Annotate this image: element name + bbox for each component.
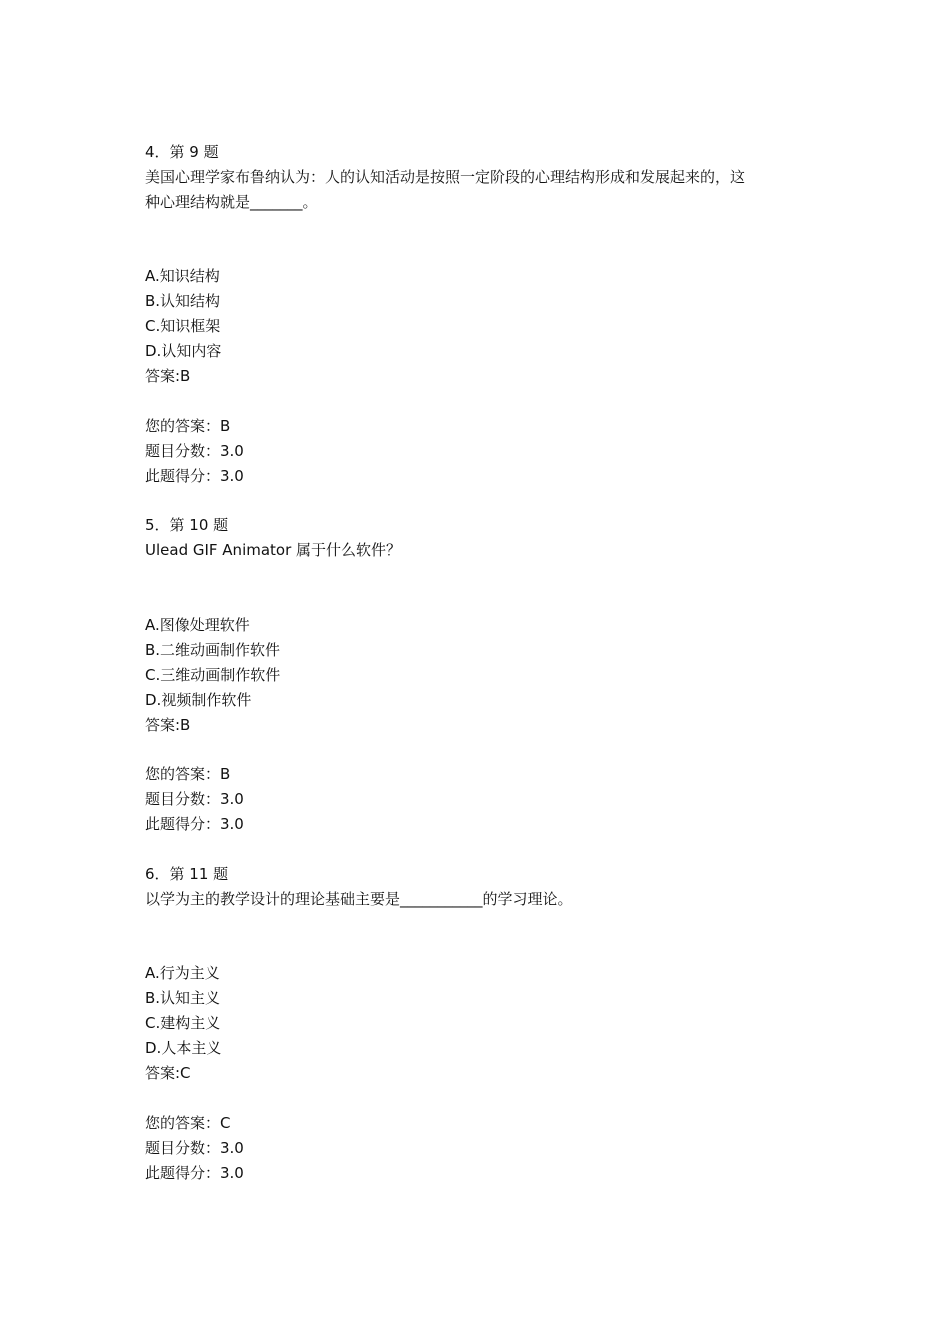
option-b: B.认知主义	[145, 989, 221, 1008]
option-d: D.视频制作软件	[145, 690, 252, 709]
earned-score: 此题得分：3.0	[145, 815, 244, 834]
question-header: 4．第 9 题	[145, 143, 219, 161]
spacer	[145, 837, 825, 862]
question-block	[145, 862, 825, 1186]
question-stem: 以学为主的教学设计的理论基础主要是___________的学习理论。	[145, 889, 573, 908]
option-a: A.行为主义	[145, 964, 220, 983]
question-stem-continued: 种心理结构就是_______。	[145, 192, 318, 211]
option-a: A.知识结构	[145, 267, 220, 286]
question-header: 6．第 11 题	[145, 864, 229, 883]
spacer	[145, 563, 825, 613]
your-answer: 您的答案：B	[145, 765, 231, 784]
option-a: A.图像处理软件	[145, 615, 250, 634]
option-c: C.知识框架	[145, 317, 221, 336]
document-page	[145, 140, 825, 1185]
option-b: B.二维动画制作软件	[145, 640, 281, 659]
correct-answer: 答案:C	[145, 1064, 191, 1082]
earned-score: 此题得分：3.0	[145, 1163, 244, 1182]
option-b: B.认知结构	[145, 292, 221, 311]
earned-score: 此题得分：3.0	[145, 466, 244, 485]
option-d: D.认知内容	[145, 342, 222, 361]
spacer	[145, 1086, 825, 1111]
question-block	[145, 140, 825, 488]
question-stem: Ulead GIF Animator 属于什么软件？	[145, 541, 402, 560]
spacer	[145, 215, 825, 265]
option-c: C.三维动画制作软件	[145, 665, 281, 684]
question-stem: 美国心理学家布鲁纳认为：人的认知活动是按照一定阶段的心理结构形成和发展起来的，这	[145, 167, 746, 186]
your-answer: 您的答案：B	[145, 416, 231, 435]
option-c: C.建构主义	[145, 1014, 221, 1033]
spacer	[145, 389, 825, 414]
question-score: 题目分数：3.0	[145, 790, 244, 809]
correct-answer: 答案:B	[145, 715, 191, 734]
option-d: D.人本主义	[145, 1039, 222, 1058]
spacer	[145, 737, 825, 762]
correct-answer: 答案:B	[145, 367, 191, 386]
question-score: 题目分数：3.0	[145, 1138, 244, 1157]
question-score: 题目分数：3.0	[145, 441, 244, 460]
spacer	[145, 912, 825, 962]
your-answer: 您的答案：C	[145, 1113, 231, 1132]
question-block	[145, 513, 825, 837]
spacer	[145, 488, 825, 513]
question-header: 5．第 10 题	[145, 516, 229, 535]
